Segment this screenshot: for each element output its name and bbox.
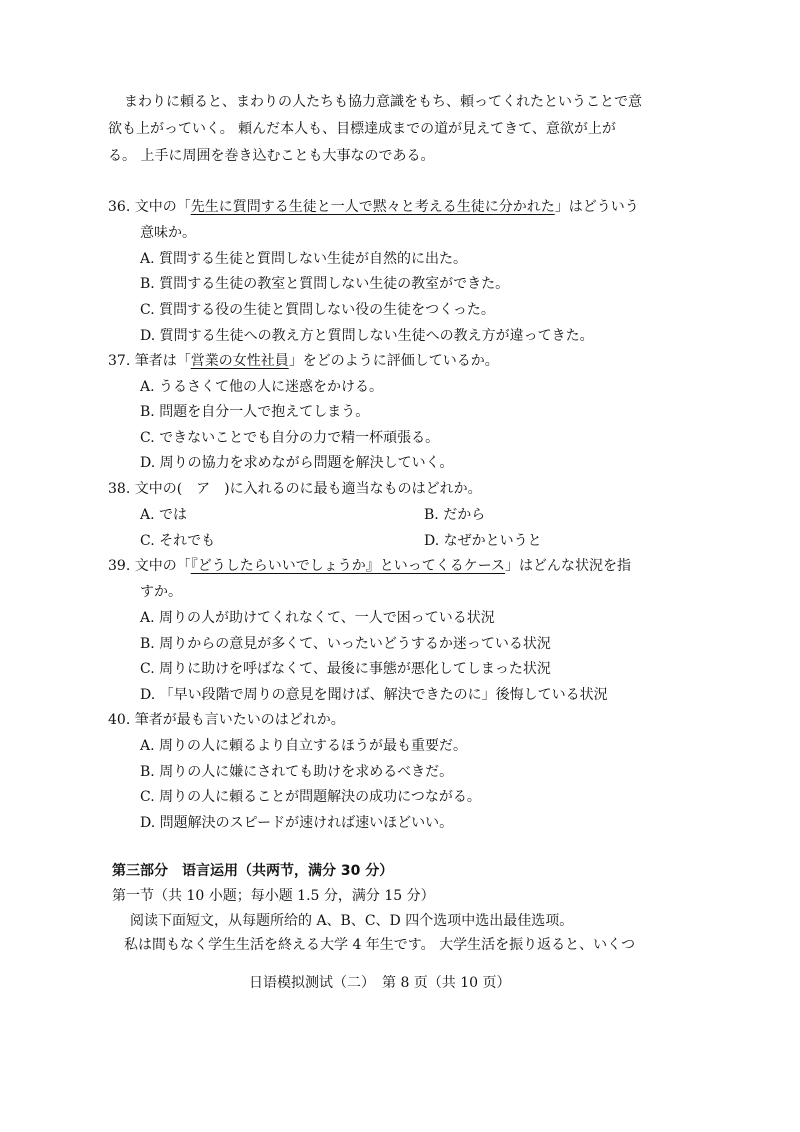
- question-39-stem: [108, 559, 631, 573]
- option-39-d: D. 「早い段階で周りの意見を聞けば、解決できたのに」後悔している状況: [140, 687, 608, 703]
- stem-post: 」はどんな状況を指: [505, 558, 632, 574]
- part3-heading: 第三部分 语言运用（共两节，满分 30 分）: [112, 863, 394, 879]
- part3-section1-title: 第一节（共 10 小题；每小题 1.5 分，满分 15 分）: [112, 888, 435, 904]
- stem-underlined: 『どうしたらいいでしょうか』といってくるケース: [190, 558, 506, 574]
- stem-text: 筆者が最も言いたいのはどれか。: [134, 712, 345, 728]
- question-number: 39.: [108, 558, 131, 574]
- stem-post: 」はどういう: [554, 199, 639, 215]
- option-36-b: B. 質問する生徒の教室と質問しない生徒の教室ができた。: [140, 276, 510, 292]
- option-40-b: B. 周りの人に嫌にされても助けを求めるべきだ。: [140, 764, 454, 780]
- stem-pre: 文中の「: [134, 199, 191, 215]
- option-38-b: B. だから: [424, 507, 486, 523]
- stem-text: 文中の( ア )に入れるのに最も適当なものはどれか。: [134, 481, 482, 497]
- option-39-c: C. 周りに助けを呼ばなくて、最後に事態が悪化してしまった状況: [140, 661, 551, 677]
- question-36-stem: [108, 200, 639, 214]
- question-number: 38.: [108, 481, 131, 497]
- option-40-d: D. 問題解決のスピードが速ければ速いほどいい。: [140, 815, 454, 831]
- option-37-d: D. 周りの協力を求めながら問題を解決していく。: [140, 455, 454, 471]
- stem-underlined: 営業の女性社員: [190, 353, 289, 369]
- question-number: 37.: [108, 353, 131, 369]
- option-36-d: D. 質問する生徒への教え方と質問しない生徒への教え方が違ってきた。: [140, 328, 594, 344]
- option-40-c: C. 周りの人に頼ることが問題解決の成功につながる。: [140, 789, 481, 805]
- option-37-c: C. できないことでも自分の力で精一杯頑張る。: [140, 430, 440, 446]
- part3-instruction: 阅读下面短文，从每题所给的 A、B、C、D 四个选项中选出最佳选项。: [130, 913, 574, 929]
- part3-passage-start: 私は間もなく学生生活を終える大学 4 年生です。 大学生活を振り返ると、いくつ: [124, 937, 636, 953]
- option-39-a: A. 周りの人が助けてくれなくて、一人で困っている状況: [140, 610, 495, 626]
- option-36-c: C. 質問する役の生徒と質問しない役の生徒をつくった。: [140, 302, 495, 318]
- stem-post: 」をどのように評価しているか。: [288, 353, 499, 369]
- option-40-a: A. 周りの人に頼るより自立するほうが最も重要だ。: [140, 738, 468, 754]
- question-40-stem: [108, 713, 345, 727]
- passage-line-3: る。 上手に周囲を巻き込むことも大事なのである。: [108, 148, 435, 164]
- question-number: 40.: [108, 712, 131, 728]
- question-37-stem: [108, 354, 499, 368]
- stem-underlined: 先生に質問する生徒と一人で黙々と考える生徒に分かれた: [190, 199, 555, 215]
- question-36-stem-cont: 意味か。: [140, 225, 196, 241]
- page-footer: 日语模拟测试（二） 第 8 页（共 10 页）: [249, 975, 511, 991]
- option-37-b: B. 問題を自分一人で抱えてしまう。: [140, 404, 370, 420]
- question-38-stem: [108, 482, 482, 496]
- stem-pre: 文中の「: [134, 558, 191, 574]
- question-39-stem-cont: すか。: [140, 584, 182, 600]
- question-number: 36.: [108, 199, 131, 215]
- stem-pre: 筆者は「: [134, 353, 191, 369]
- option-38-d: D. なぜかというと: [424, 533, 542, 549]
- option-36-a: A. 質問する生徒と質問しない生徒が自然的に出た。: [140, 251, 468, 267]
- option-38-a: A. では: [140, 507, 188, 523]
- passage-line-2: 欲も上がっていく。 頼んだ本人も、目標達成までの道が見えてきて、意欲が上が: [108, 121, 616, 137]
- option-38-c: C. それでも: [140, 533, 216, 549]
- option-39-b: B. 周りからの意見が多くて、いったいどうするか迷っている状況: [140, 636, 551, 652]
- option-37-a: A. うるさくて他の人に迷惑をかける。: [140, 379, 384, 395]
- passage-line-1: まわりに頼ると、まわりの人たちも協力意識をもち、頼ってくれたということで意: [124, 94, 642, 110]
